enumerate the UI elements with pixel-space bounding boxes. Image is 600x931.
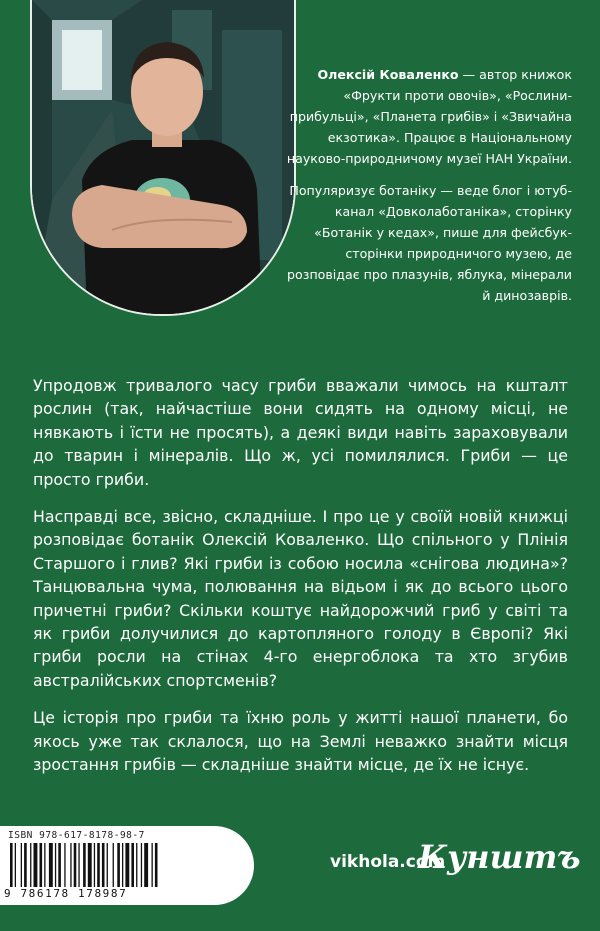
barcode-panel — [0, 826, 254, 905]
description-paragraph-3: Це історія про гриби та їхню роль у житті нашої планети, бо якось уже так склалося, що на Землі неважко знайти місця зростання грибів — складніше знайти місце, де їх не існує. — [33, 708, 568, 775]
author-photo — [30, 0, 296, 316]
book-description — [33, 374, 568, 791]
author-bio-paragraph-2: Популяризує ботаніку — веде блог і ютуб-канал «Довколаботаніка», сторінку «Ботанік у кедах», пише для фейсбук-сторінки природничого музею, де розповідає про плазунів, яблука, мінерали й динозаврів. — [287, 183, 572, 303]
barcode-digits: 9 786178 178987 — [4, 887, 128, 900]
author-name: Олексій Коваленко — [317, 67, 459, 82]
author-bio-paragraph-1 — [286, 64, 572, 169]
publisher-website: vikhola.com — [330, 852, 446, 872]
author-bio-text: — автор книжок «Фрукти проти овочів», «Рослини-прибульці», «Планета грибів» і «Звичайна екзотика». Працює в Національному науково-природничому музеї НАН України. — [286, 67, 572, 166]
description-paragraph-2: Насправді все, звісно, складніше. І про це у своїй новій книжці розповідає ботанік Олексій Коваленко. Що спільного у Плінія Старшого і глив? Які гриби із собою носила «снігова людина»? Танцювальна чума, полювання на відьом і як до всього цього причетні гриби? Скільки коштує найдорожчий гриб у світі та як гриби долучилися до картопляного голоду в Європі? Які гриби росли на стінах 4-го енергоблока та хто згубив австралійських спортсменів? — [33, 507, 568, 690]
barcode-icon — [8, 843, 208, 887]
isbn-label: ISBN 978-617-8178-98-7 — [8, 830, 145, 841]
description-paragraph-1: Упродовж тривалого часу гриби вважали чимось на кшталт рослин (так, найчастіше вони сидять на одному місці, не нявкають і їсти не просять), а деякі види навіть зараховували до тварин і мінералів. Що ж, усі помилялися. Гриби — це просто гриби. — [33, 376, 568, 489]
author-bio — [286, 64, 572, 317]
publisher-logo: Кунштъ — [418, 838, 581, 876]
